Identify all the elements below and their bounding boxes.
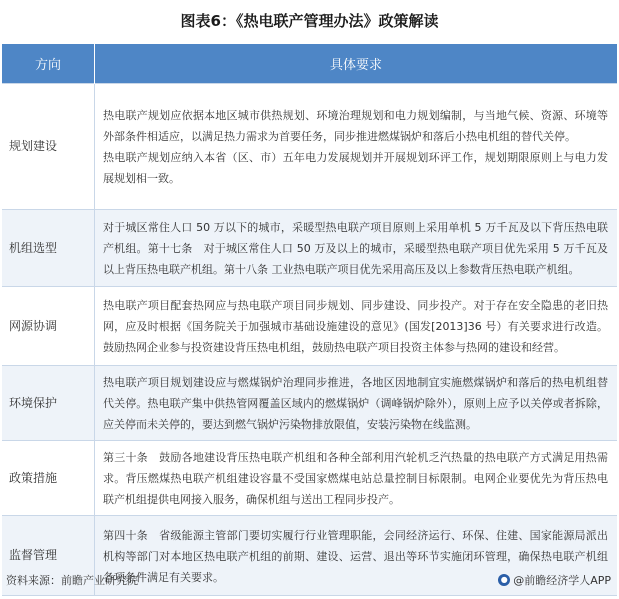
table-row bbox=[2, 84, 617, 210]
policy-table bbox=[2, 44, 617, 596]
row-direction: 网源协调 bbox=[2, 287, 95, 366]
brand-credit bbox=[498, 572, 611, 588]
row-requirements bbox=[95, 287, 618, 366]
row-direction: 规划建设 bbox=[2, 84, 95, 210]
footer bbox=[0, 568, 619, 592]
brand-text: @前瞻经济学人APP bbox=[513, 574, 611, 587]
row-direction: 政策措施 bbox=[2, 441, 95, 516]
table-row bbox=[2, 287, 617, 366]
requirement-text: 热电联产项目规划建设应与燃煤锅炉治理同步推进，各地区因地制宜实施燃煤锅炉和落后的热电机组替代关停。热电联产集中供热管网覆盖区域内的燃煤锅炉（调峰锅炉除外），原则上应予以关停或者拆除，应关停而未关停的，要达到燃气锅炉污染物排放限值，安装污染物在线监测。 bbox=[103, 376, 608, 431]
brand-logo-icon: ● bbox=[498, 574, 510, 586]
requirement-text: 热电联产项目配套热网应与热电联产项目同步规划、同步建设、同步投产。对于存在安全隐患的老旧热网，应及时根据《国务院关于加强城市基础设施建设的意见》(国发[2013]36 号）有关要求进行改造。鼓励热网企业参与投资建设背压热电机组，鼓励热电联产项目投资主体参与热网的建设和经营。 bbox=[103, 299, 608, 354]
row-requirements bbox=[95, 441, 618, 516]
requirement-text: 热电联产规划应纳入本省（区、市）五年电力发展规划并开展规划环评工作，规划期限原则上与电力发展规划相一致。 bbox=[103, 151, 608, 185]
row-requirements bbox=[95, 210, 618, 287]
requirement-text: 第四十条 省级能源主管部门要切实履行行业管理职能，会同经济运行、环保、住建、国家能源局派出机构等部门对本地区热电联产机组的前期、建设、运营、退出等环节实施闭环管理，确保热电联产机组各项条件满足有关要求。 bbox=[103, 528, 608, 584]
requirement-text: 第三十条 鼓励各地建设背压热电联产机组和各种全部利用汽轮机乏汽热量的热电联产方式满足用热需求。背压燃煤热电联产机组建设容量不受国家燃煤电站总量控制目标限制。电网企业要优先为背压热电联产机组提供电网接入服务，确保机组与送出工程同步投产。 bbox=[103, 451, 608, 506]
source-note: 资料来源：前瞻产业研究院 bbox=[6, 574, 138, 587]
table-row bbox=[2, 441, 617, 516]
row-requirements bbox=[95, 84, 618, 210]
table-header-row bbox=[2, 44, 617, 84]
row-direction: 机组选型 bbox=[2, 210, 95, 287]
header-requirements: 具体要求 bbox=[95, 44, 618, 84]
row-direction: 监督管理 bbox=[2, 516, 95, 596]
table-row bbox=[2, 366, 617, 441]
row-requirements bbox=[95, 366, 618, 441]
chart-title: 图表6：《热电联产管理办法》政策解读 bbox=[180, 11, 439, 30]
requirement-text: 对于城区常住人口 50 万以下的城市，采暖型热电联产项目原则上采用单机 5 万千瓦及以下背压热电联产机组。第十七条 对于城区常住人口 50 万及以上的城市，采暖型热电联产项目优先采用 5 万千瓦及以上背压热电联产机组。第十八条 工业热电联产项目优先采用高压及以上参数背压热电联产机组。 bbox=[103, 221, 608, 276]
requirement-text: 热电联产规划应依据本地区城市供热规划、环境治理规划和电力规划编制，与当地气候、资源、环境等外部条件相适应，以满足热力需求为首要任务，同步推进燃煤锅炉和落后小热电机组的替代关停。 bbox=[103, 109, 608, 143]
table-row bbox=[2, 210, 617, 287]
row-direction: 环境保护 bbox=[2, 366, 95, 441]
header-direction: 方向 bbox=[2, 44, 95, 84]
